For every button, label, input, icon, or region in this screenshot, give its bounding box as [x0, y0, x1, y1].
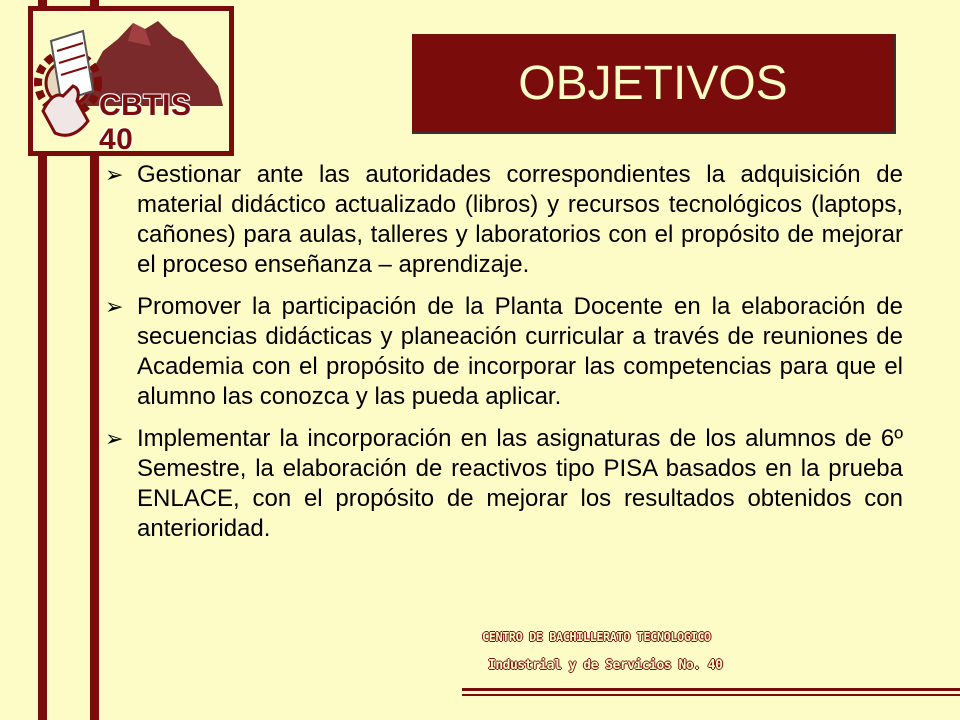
objective-text: Gestionar ante las autoridades correspondientes la adquisición de material didáctico actualizado (libros) y recursos tecnológicos (laptops, cañones) para aulas, talleres y laboratorios con el propósito de mejorar el proceso enseñanza – aprendizaje.	[137, 161, 903, 278]
footer-rule	[462, 688, 960, 691]
logo-text: CBTIS 40	[99, 89, 192, 156]
footer-rule-secondary	[462, 694, 960, 696]
footer-line-1: CENTRO DE BACHILLERATO TECNOLOGICO	[482, 630, 711, 644]
objective-text: Implementar la incorporación en las asignaturas de los alumnos de 6º Semestre, la elaboración de reactivos tipo PISA basados en la prueba ENLACE, con el propósito de mejorar los resultados obtenidos con anterioridad.	[137, 425, 903, 542]
arrow-bullet-icon: ➢	[105, 426, 124, 451]
arrow-bullet-icon: ➢	[105, 294, 124, 319]
page-title: OBJETIVOS	[518, 56, 788, 110]
objective-text: Promover la participación de la Planta Docente en la elaboración de secuencias didácticas y planeación curricular a través de reuniones de Academia con el propósito de incorporar las competencias para que el alumno las conozca y las pueda aplicar.	[137, 293, 903, 410]
list-item	[103, 292, 903, 412]
list-item	[103, 424, 903, 544]
footer-line-2: Industrial y de Servicios No. 40	[488, 658, 723, 673]
cbtis-logo	[28, 6, 234, 156]
list-item	[103, 160, 903, 280]
objectives-list	[103, 160, 903, 556]
title-banner	[412, 34, 896, 134]
arrow-bullet-icon: ➢	[105, 162, 124, 187]
